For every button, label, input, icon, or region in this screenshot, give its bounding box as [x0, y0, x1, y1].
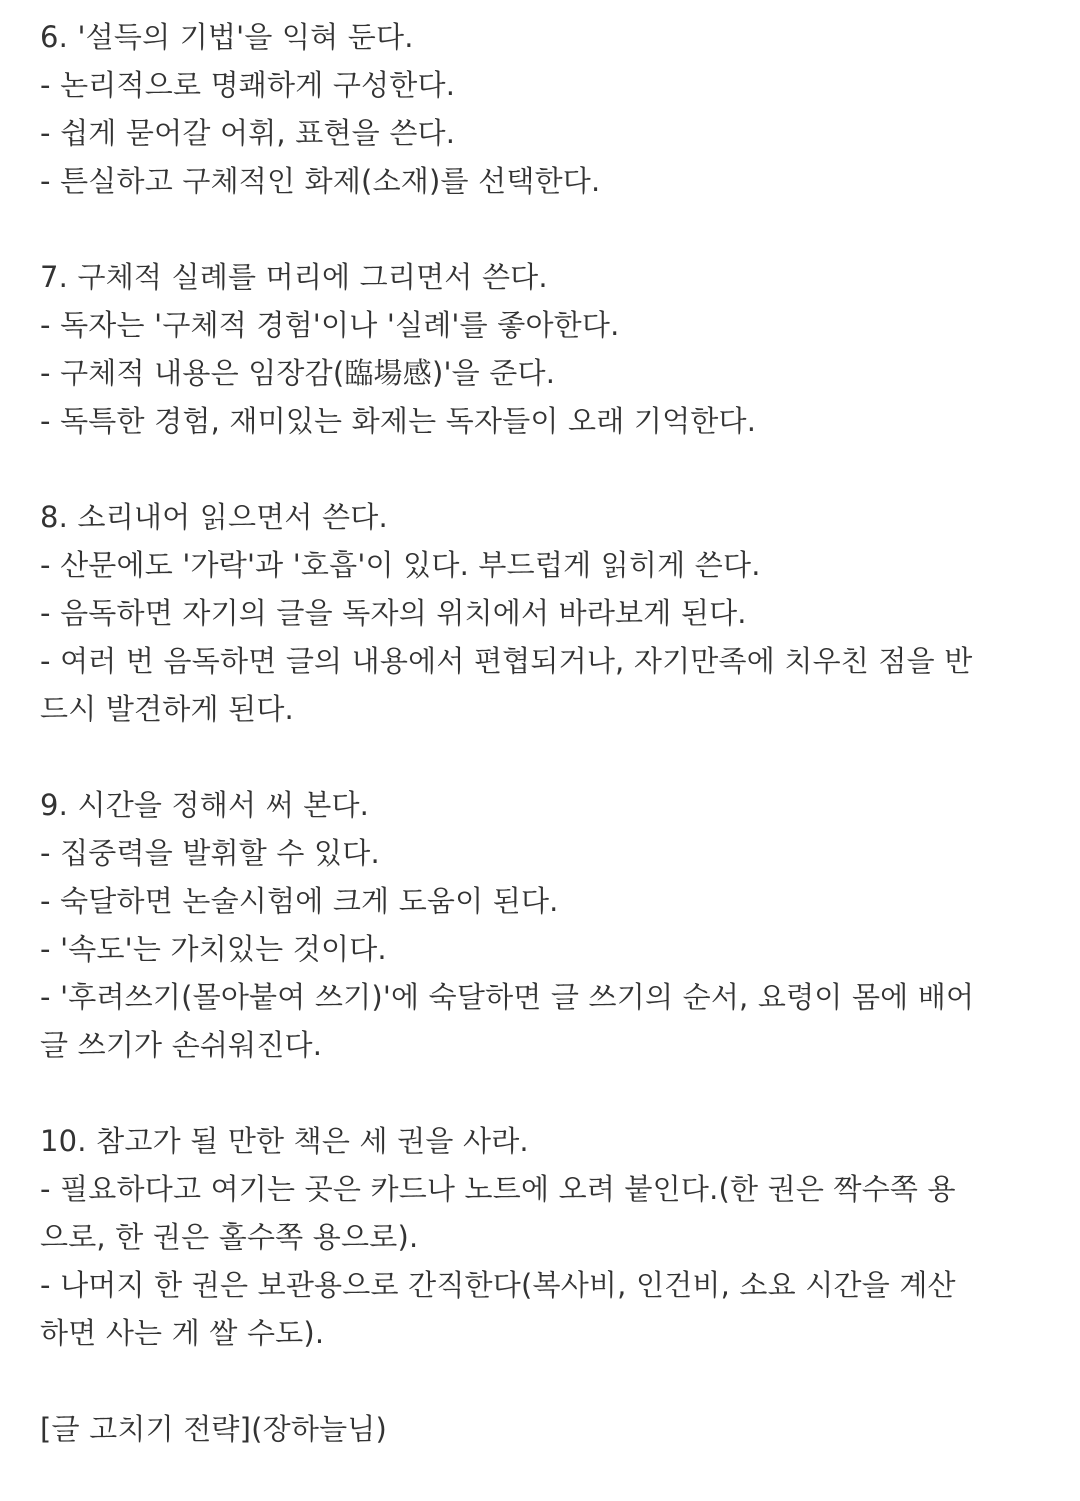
list-item: - 필요하다고 여기는 곳은 카드나 노트에 오려 붙인다.(한 권은 짝수쪽 용	[40, 1172, 956, 1206]
list-item: - 여러 번 음독하면 글의 내용에서 편협되거나, 자기만족에 치우친 점을 반	[40, 644, 973, 678]
list-item: - 쉽게 묻어갈 어휘, 표현을 쓴다.	[40, 116, 456, 150]
list-item-continuation: 드시 발견하게 된다.	[40, 692, 294, 726]
section-heading: 7. 구체적 실례를 머리에 그리면서 쓴다.	[40, 260, 548, 294]
list-item-continuation: 으로, 한 권은 홀수쪽 용으로).	[40, 1220, 419, 1254]
section-9	[40, 781, 1050, 1069]
list-item: - 논리적으로 명쾌하게 구성한다.	[40, 68, 456, 102]
section-6	[40, 13, 1050, 205]
list-item: - 독특한 경험, 재미있는 화제는 독자들이 오래 기억한다.	[40, 404, 757, 438]
section-heading: 8. 소리내어 읽으면서 쓴다.	[40, 500, 388, 534]
section-heading: 10. 참고가 될 만한 책은 세 권을 사라.	[40, 1124, 529, 1158]
section-heading: 6. '설득의 기법'을 익혀 둔다.	[40, 20, 414, 54]
list-item-continuation: 글 쓰기가 손쉬워진다.	[40, 1028, 323, 1062]
list-item-continuation: 하면 사는 게 쌀 수도).	[40, 1316, 325, 1350]
list-item: - '후려쓰기(몰아붙여 쓰기)'에 숙달하면 글 쓰기의 순서, 요령이 몸에 배어	[40, 980, 975, 1014]
footer-text: [글 고치기 전략](장하늘님)	[40, 1412, 388, 1446]
document-body	[40, 13, 1050, 1453]
list-item: - 집중력을 발휘할 수 있다.	[40, 836, 380, 870]
list-item: - 독자는 '구체적 경험'이나 '실례'를 좋아한다.	[40, 308, 620, 342]
list-item: - 나머지 한 권은 보관용으로 간직한다(복사비, 인건비, 소요 시간을 계산	[40, 1268, 956, 1302]
list-item: - 숙달하면 논술시험에 크게 도움이 된다.	[40, 884, 559, 918]
list-item: - 음독하면 자기의 글을 독자의 위치에서 바라보게 된다.	[40, 596, 747, 630]
section-7	[40, 253, 1050, 445]
list-item: - 산문에도 '가락'과 '호흡'이 있다. 부드럽게 읽히게 쓴다.	[40, 548, 761, 582]
list-item: - '속도'는 가치있는 것이다.	[40, 932, 387, 966]
section-heading: 9. 시간을 정해서 써 본다.	[40, 788, 370, 822]
section-10	[40, 1117, 1050, 1357]
footer-citation	[40, 1405, 1050, 1453]
section-8	[40, 493, 1050, 733]
list-item: - 구체적 내용은 임장감(臨場感)'을 준다.	[40, 356, 556, 390]
list-item: - 튼실하고 구체적인 화제(소재)를 선택한다.	[40, 164, 601, 198]
